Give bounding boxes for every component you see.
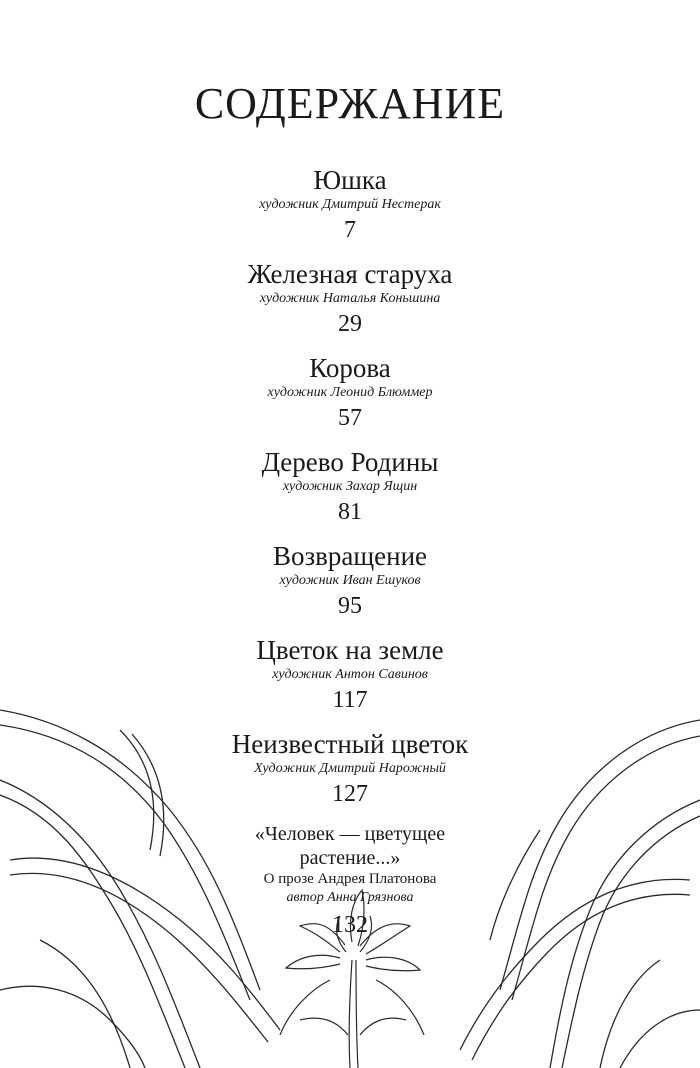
entry-title: Железная старуха bbox=[247, 259, 453, 289]
entry-artist: художник Иван Ешуков bbox=[279, 573, 421, 588]
entry-page-number: 127 bbox=[332, 781, 368, 807]
entry-artist: художник Наталья Коньшина bbox=[259, 291, 441, 306]
entry-page-number: 81 bbox=[338, 499, 362, 525]
entry-page-number: 117 bbox=[332, 687, 368, 713]
toc-entry-neizvestnyy-tsvetok[interactable] bbox=[0, 728, 700, 810]
entry-artist: художник Дмитрий Нестерак bbox=[259, 197, 441, 212]
entry-artist: Художник Дмитрий Нарожный bbox=[254, 761, 446, 776]
toc-entry-korova[interactable] bbox=[0, 352, 700, 434]
entry-page-number: 29 bbox=[338, 311, 362, 337]
toc-entry-essay[interactable] bbox=[0, 822, 700, 941]
entry-artist: художник Захар Ящин bbox=[282, 479, 418, 494]
entry-title: Юшка bbox=[313, 165, 387, 195]
essay-subtitle: О прозе Андрея Платонова bbox=[263, 871, 437, 887]
essay-title-line-2: растение...» bbox=[299, 847, 401, 869]
entry-artist: художник Антон Савинов bbox=[272, 667, 428, 682]
toc-entry-derevo-rodiny[interactable] bbox=[0, 446, 700, 528]
toc-entry-tsvetok-na-zemle[interactable] bbox=[0, 634, 700, 716]
toc-entry-yushka[interactable] bbox=[0, 164, 700, 246]
toc-entry-zheleznaya-starukha[interactable] bbox=[0, 258, 700, 340]
entry-title: Возвращение bbox=[272, 541, 428, 571]
toc-entry-vozvrashchenie[interactable] bbox=[0, 540, 700, 622]
entry-title: Дерево Родины bbox=[261, 447, 439, 477]
entry-page-number: 57 bbox=[338, 405, 362, 431]
essay-author: автор Анна Грязнова bbox=[286, 890, 414, 905]
entry-title: Цветок на земле bbox=[256, 635, 444, 665]
entry-page-number: 95 bbox=[338, 593, 362, 619]
page-title: СОДЕРЖАНИЕ bbox=[194, 79, 506, 128]
entry-page-number: 7 bbox=[344, 217, 356, 243]
entry-artist: художник Леонид Блюммер bbox=[267, 385, 433, 400]
table-of-contents bbox=[0, 164, 700, 953]
essay-title-line-1: «Человек — цветущее bbox=[254, 823, 446, 845]
entry-page-number: 132 bbox=[332, 912, 368, 938]
entry-title: Неизвестный цветок bbox=[231, 729, 469, 759]
entry-title: Корова bbox=[309, 353, 391, 383]
